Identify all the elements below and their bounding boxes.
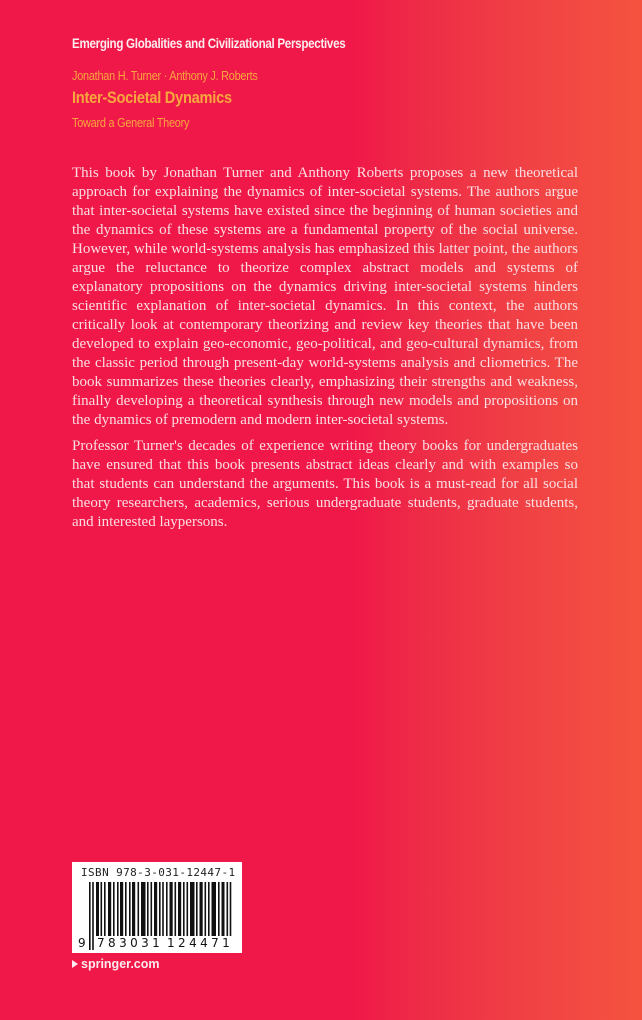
publisher-link-text: springer.com xyxy=(81,957,160,971)
description-paragraph-2: Professor Turner's decades of experience writing theory books for undergraduates have ensured that this book presents abstract ideas clearly and with examples so that students can understand the arguments. This book is a must-read for all social theory researchers, academics, serious undergraduate students, graduate students, and interested laypersons. xyxy=(72,438,578,530)
book-description xyxy=(72,164,578,539)
isbn-barcode xyxy=(72,862,242,953)
barcode-digits-right: 124471 xyxy=(167,936,234,950)
triangle-right-icon xyxy=(72,960,78,968)
barcode-digits-left: 783031 xyxy=(97,936,164,950)
description-paragraph-1: This book by Jonathan Turner and Anthony Roberts proposes a new theoretical approach for explaining the dynamics of inter-societal systems. The authors argue that inter-societal systems have existed since the beginning of human societies and the dynamics of these systems are a fundamental property of the social universe. However, while world-systems analysis has emphasized this latter point, the authors argue the reluctance to theorize complex abstract models and systems of explanatory propositions on the dynamics driving inter-societal systems hinders scientific explanation of inter-societal dynamics. In this context, the authors critically look at contemporary theorizing and review key theories that have been developed to explain geo-economic, geo-political, and geo-cultural dynamics, from the classic period through present-day world-systems analysis and cliometrics. The book summarizes these theories clearly, emphasizing their strengths and weakness, finally developing a theoretical synthesis through new models and propositions on the dynamics of premodern and modern inter-societal systems. xyxy=(72,165,578,428)
barcode-digit-first: 9 xyxy=(78,936,86,950)
isbn-label: ISBN 978-3-031-12447-1 xyxy=(81,866,236,879)
publisher-link[interactable] xyxy=(72,957,160,971)
series-title: Emerging Globalities and Civilizational Perspectives xyxy=(72,36,346,51)
book-subtitle: Toward a General Theory xyxy=(72,115,190,130)
book-authors: Jonathan H. Turner · Anthony J. Roberts xyxy=(72,68,258,83)
book-title: Inter-Societal Dynamics xyxy=(72,88,232,107)
